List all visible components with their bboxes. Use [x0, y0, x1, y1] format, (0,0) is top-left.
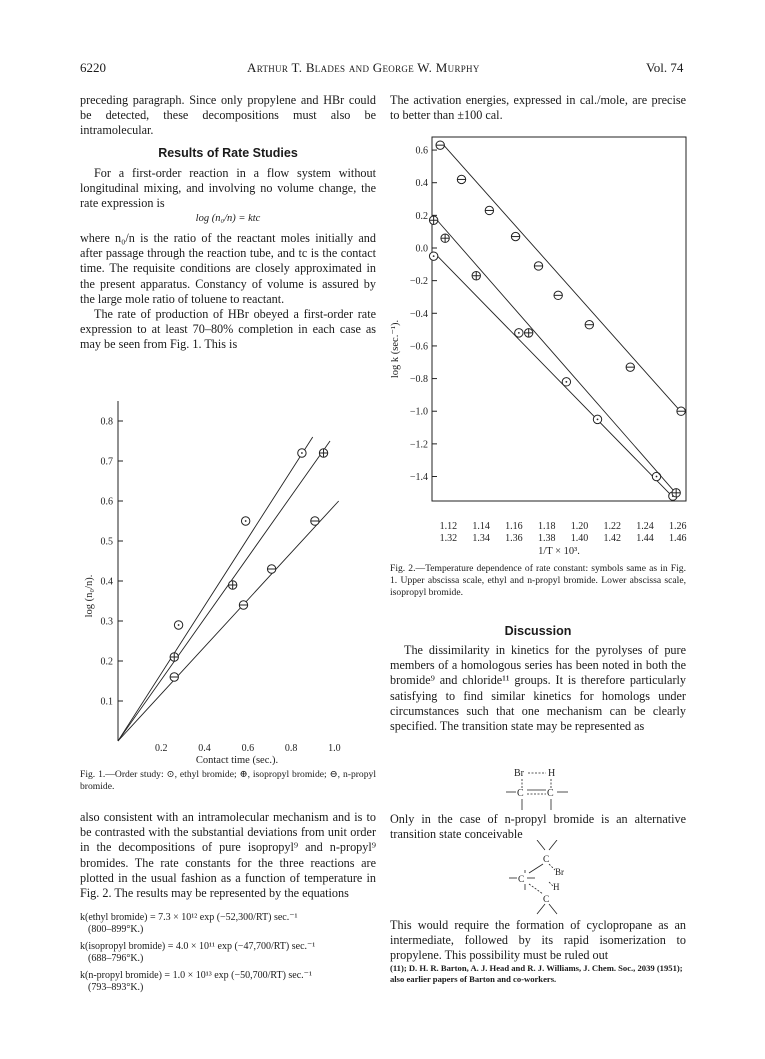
- running-head-authors: Arthur T. Blades and George W. Murphy: [247, 60, 480, 75]
- fig2-data-point: [652, 472, 660, 480]
- footnote-11: (11); D. H. R. Barton, A. J. Head and R. J. Williams, J. Chem. Soc., 2039 (1951); also earlier papers of Barton and co-workers.: [390, 963, 683, 984]
- fig1-x-tick-label: 1.0: [328, 743, 341, 754]
- fig2-x-tick-label-lower: 1.46: [669, 533, 687, 544]
- fig2-y-tick-label: −0.8: [409, 374, 428, 386]
- fig1-y-axis-label: log (n₀/n).: [84, 574, 95, 618]
- fig1-fit-line: [118, 437, 313, 741]
- fig1-data-point: [311, 517, 319, 525]
- fig2-data-point: [511, 232, 519, 240]
- paragraph-order: The rate of production of HBr obeyed a first-order rate expression to at least 70–80% completion in each case as may be seen from Fig. 1. This is: [80, 307, 376, 352]
- equation-first-order: log (n₀/n) = ktc: [195, 213, 261, 224]
- fig2-y-tick-label: −0.2: [409, 276, 428, 288]
- fig2-data-point: [429, 216, 437, 224]
- fig1-chart: [80, 395, 380, 765]
- fig2-x-tick-label-upper: 1.12: [439, 521, 458, 532]
- fig1-y-tick-label: 0.2: [100, 656, 113, 668]
- fig1-y-tick-label: 0.3: [100, 616, 113, 628]
- ts2-h-label: H: [553, 882, 560, 892]
- fig2-y-tick-label: −1.4: [409, 472, 428, 484]
- fig2-y-tick-label: −1.0: [409, 406, 428, 418]
- fig2-y-tick-label: 0.2: [415, 210, 428, 222]
- fig2-data-point: [626, 363, 634, 371]
- fig1-x-tick-label: 0.8: [284, 743, 298, 754]
- fig2-x-tick-label-upper: 1.16: [505, 521, 523, 532]
- fig2-x-tick-label-lower: 1.32: [439, 533, 458, 544]
- fig1-y-tick-label: 0.7: [100, 456, 113, 468]
- page-number: 6220: [80, 60, 106, 75]
- activation-energy-paragraph: The activation energies, expressed in cal./mole, are precise to better than ±100 cal.: [390, 93, 686, 123]
- fig1-data-point: [174, 621, 182, 629]
- fig1-x-tick-label: 0.6: [241, 743, 255, 754]
- fig2-data-point: [534, 262, 542, 270]
- alternative-transition-state-diagram: [505, 840, 585, 920]
- fig2-x-tick-label-lower: 1.36: [505, 533, 523, 544]
- fig1-y-tick-label: 0.1: [100, 696, 113, 708]
- fig1-data-point: [319, 449, 327, 457]
- fig2-y-tick-label: 0.4: [415, 178, 428, 190]
- fig2-fit-line: [434, 216, 679, 496]
- fig2-x-tick-label-upper: 1.24: [636, 521, 654, 532]
- fig1-data-point: [298, 449, 306, 457]
- fig2-fit-line: [434, 252, 675, 499]
- fig1-fit-line: [118, 501, 339, 741]
- fig2-y-tick-label: −1.2: [409, 439, 428, 451]
- fig2-data-point: [485, 206, 493, 214]
- fig2-x-tick-label-upper: 1.26: [669, 521, 687, 532]
- paragraph-cyclopropane: This would require the formation of cyclopropane as an intermediate, followed by its rapid isomerization to propylene. This possibility must be ruled out: [390, 918, 686, 963]
- fig1-data-point: [239, 601, 247, 609]
- fig1-fit-line: [118, 441, 330, 741]
- fig2-data-point: [472, 272, 480, 280]
- fig2-data-point: [672, 489, 680, 497]
- ts1-c1-label: C: [517, 788, 524, 799]
- fig1-data-point: [170, 673, 178, 681]
- rate-eq-npropyl: k(n-propyl bromide) = 1.0 × 10¹³ exp (−50,700/RT) sec.⁻¹ (793–893°K.): [80, 970, 312, 993]
- fig1-caption: Fig. 1.—Order study: ⊙, ethyl bromide; ⊕, isopropyl bromide; ⊖, n-propyl bromide.: [80, 769, 376, 792]
- fig2-x-tick-label-lower: 1.44: [636, 533, 654, 544]
- fig2-caption: Fig. 2.—Temperature dependence of rate constant: symbols same as in Fig. 1. Upper abscissa scale, ethyl and n-propyl bromide. Lower abscissa scale, isopropyl bromide.: [390, 563, 686, 598]
- fig2-y-axis-label: log k (sec.⁻¹).: [390, 319, 401, 379]
- ts1-h-label: H: [548, 768, 556, 779]
- paragraph-definitions: where n₀/n is the ratio of the reactant moles initially and after passage through the reaction tube, and tc is the contact time. The requisite conditions are closely approximated in the present apparatus. Constancy of volume is assured by the large mole ratio of toluene to reactant.: [80, 231, 376, 306]
- fig2-data-point: [524, 329, 532, 337]
- fig2-x-tick-label-upper: 1.22: [603, 521, 622, 532]
- fig1-y-tick-label: 0.6: [100, 496, 113, 508]
- fig2-data-point: [593, 415, 601, 423]
- fig2-data-point: [429, 252, 437, 260]
- fig1-x-axis-label: Contact time (sec.).: [195, 755, 279, 765]
- fig2-data-point: [441, 234, 449, 242]
- fig1-y-tick-label: 0.4: [100, 576, 113, 588]
- fig2-data-point: [562, 378, 570, 386]
- fig2-x-tick-label-lower: 1.38: [537, 533, 556, 544]
- fig2-x-tick-label-lower: 1.40: [570, 533, 589, 544]
- rate-eq-ethyl: k(ethyl bromide) = 7.3 × 10¹² exp (−52,300/RT) sec.⁻¹ (800–899°K.): [80, 912, 298, 935]
- fig1-x-tick-label: 0.2: [155, 743, 168, 754]
- transition-state-diagram: [500, 764, 580, 812]
- intro-paragraph: preceding paragraph. Since only propylene and HBr could be detected, these decompositions must also be intramolecular.: [80, 93, 376, 138]
- fig2-x-tick-label-lower: 1.42: [603, 533, 622, 544]
- fig2-y-tick-label: −0.6: [409, 341, 428, 353]
- rate-eq-isopropyl: k(isopropyl bromide) = 4.0 × 10¹¹ exp (−47,700/RT) sec.⁻¹ (688–796°K.): [80, 941, 316, 964]
- fig2-x-tick-label-upper: 1.14: [472, 521, 490, 532]
- paragraph-discussion: The dissimilarity in kinetics for the pyrolyses of pure members of a homologous series has been noted in both the bromide⁹ and chloride¹¹ groups. It is therefore particularly satisfying to find similar kinetics for homologs under circumstances such that one mechanism can be clearly specified. The transition state may be represented as: [390, 643, 686, 734]
- fig2-data-point: [436, 141, 444, 149]
- section-title-results: Results of Rate Studies: [158, 146, 298, 160]
- section-title-discussion: Discussion: [504, 624, 572, 638]
- paragraph-mechanism: also consistent with an intramolecular mechanism and is to be contrasted with the substantial deviations from unit order in the decompositions of pure isopropyl⁹ and n-propyl⁹ bromides. The rate constants for the three reactions are plotted in the usual fashion as a function of temperature in Fig. 2. The results may be represented by the equations: [80, 810, 376, 901]
- fig2-x-axis-label: 1/T × 10³.: [538, 546, 580, 557]
- fig2-plot-frame: [432, 137, 686, 501]
- fig2-data-point: [554, 291, 562, 299]
- fig1-data-point: [267, 565, 275, 573]
- fig1-data-point: [170, 653, 178, 661]
- ts1-br-label: Br: [514, 768, 524, 779]
- fig2-data-point: [585, 321, 593, 329]
- fig1-data-point: [228, 581, 236, 589]
- fig2-x-tick-label-lower: 1.34: [472, 533, 490, 544]
- fig1-data-point: [241, 517, 249, 525]
- fig2-y-tick-label: 0.0: [415, 243, 428, 255]
- ts2-br-label: Br: [555, 867, 564, 877]
- ts1-c2-label: C: [547, 788, 554, 799]
- fig2-chart: [388, 133, 692, 565]
- ts2-c-mid-label: C: [518, 875, 525, 885]
- fig1-x-tick-label: 0.4: [198, 743, 211, 754]
- ts2-c-top-label: C: [543, 855, 550, 865]
- fig2-y-tick-label: 0.6: [415, 145, 428, 157]
- paragraph-alternative: Only in the case of n-propyl bromide is an alternative transition state conceivable: [390, 812, 686, 842]
- fig2-x-tick-label-upper: 1.18: [537, 521, 556, 532]
- paragraph-rate-expression: For a first-order reaction in a flow system without longitudinal mixing, and involving no volume change, the rate expression is: [80, 166, 376, 211]
- volume-label: Vol. 74: [646, 60, 684, 75]
- ts2-c-bot-label: C: [543, 895, 550, 905]
- fig2-data-point: [457, 175, 465, 183]
- fig2-y-tick-label: −0.4: [409, 308, 428, 320]
- fig1-y-tick-label: 0.8: [100, 416, 113, 428]
- fig2-x-tick-label-upper: 1.20: [570, 521, 589, 532]
- fig2-data-point: [677, 407, 685, 415]
- fig1-y-tick-label: 0.5: [100, 536, 113, 548]
- fig2-data-point: [515, 329, 523, 337]
